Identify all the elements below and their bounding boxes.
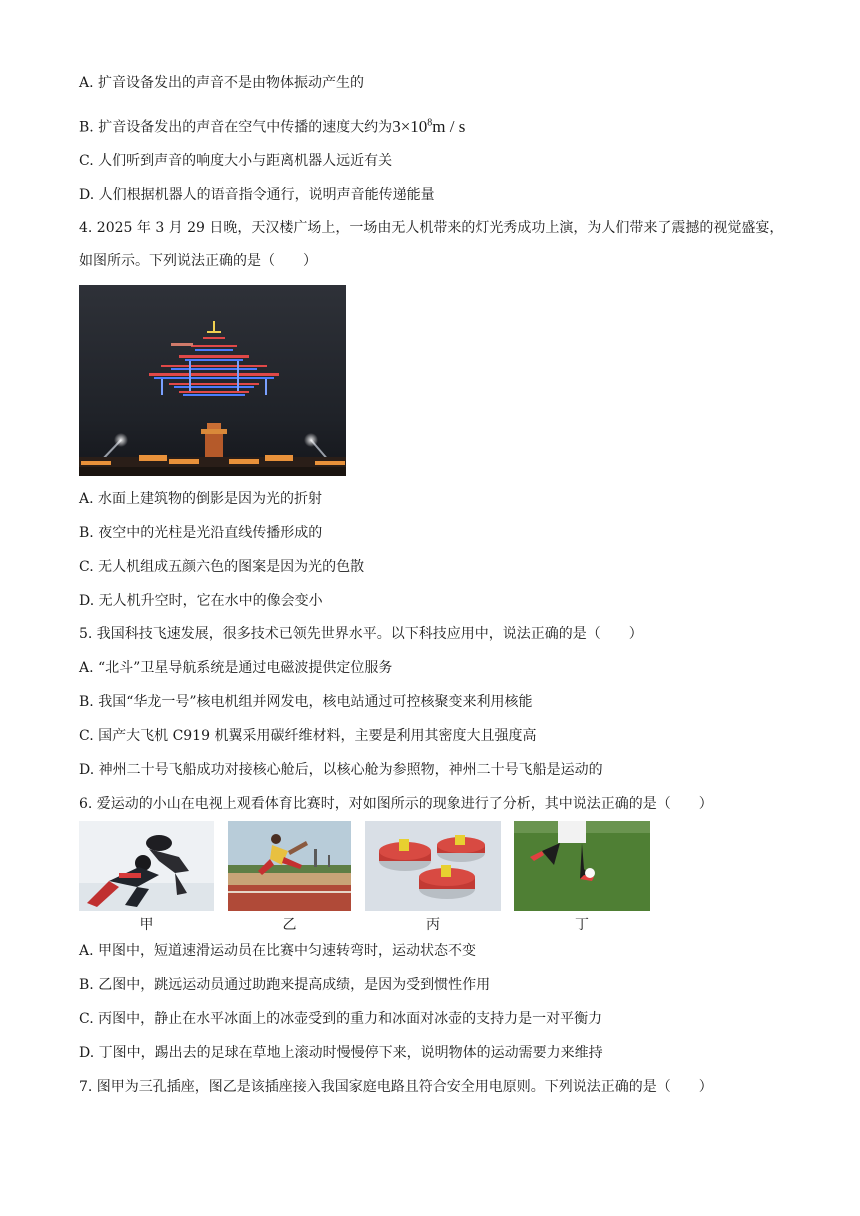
q6-option-c: C. 丙图中，静止在水平冰面上的冰壶受到的重力和冰面对冰壶的支持力是一对平衡力	[79, 1011, 603, 1027]
q5-option-a: A. “北斗”卫星导航系统是通过电磁波提供定位服务	[79, 660, 393, 676]
drone-show-photo	[79, 285, 346, 476]
q7-stem: 7. 图甲为三孔插座，图乙是该插座接入我国家庭电路且符合安全用电原则。下列说法正确的是（ ）	[79, 1079, 713, 1095]
q5-option-b: B. 我国“华龙一号”核电机组并网发电，核电站通过可控核聚变来利用核能	[79, 694, 533, 710]
soccer-photo	[514, 821, 650, 911]
q6-option-a: A. 甲图中，短道速滑运动员在比赛中匀速转弯时，运动状态不变	[79, 943, 477, 959]
q4-option-c: C. 无人机组成五颜六色的图案是因为光的色散	[79, 559, 365, 575]
q6-option-b: B. 乙图中，跳远运动员通过助跑来提高成绩，是因为受到惯性作用	[79, 977, 491, 993]
caption-ding: 丁	[575, 917, 589, 933]
speed-value: $3\times 10^8m / s$	[392, 116, 466, 136]
q6-option-d: D. 丁图中，踢出去的足球在草地上滚动时慢慢停下来，说明物体的运动需要力来维持	[79, 1045, 603, 1061]
long-jump-photo	[228, 821, 351, 911]
q4-option-d: D. 无人机升空时，它在水中的像会变小	[79, 593, 323, 609]
drone-show-sky-text	[171, 343, 193, 346]
caption-yi: 乙	[282, 917, 297, 933]
q5-option-d: D. 神州二十号飞船成功对接核心舱后，以核心舱为参照物，神州二十号飞船是运动的	[79, 762, 603, 778]
drone-show-image	[79, 285, 346, 476]
q3-option-c: C. 人们听到声音的响度大小与距离机器人远近有关	[79, 153, 393, 169]
q3-option-b	[79, 113, 465, 138]
q4-option-b: B. 夜空中的光柱是光沿直线传播形成的	[79, 525, 323, 541]
q3-option-a: A. 扩音设备发出的声音不是由物体振动产生的	[79, 75, 365, 91]
caption-bing: 丙	[426, 917, 440, 933]
q3-option-b-text: B. 扩音设备发出的声音在空气中传播的速度大约为	[79, 119, 393, 136]
q4-stem: 4. 2025 年 3 月 29 日晚，天汉楼广场上，一场由无人机带来的灯光秀成功上演，为人们带来了震撼的视觉盛宴，如图所示。下列说法正确的是（ ）	[79, 220, 784, 269]
speed-skating-photo	[79, 821, 214, 911]
curling-photo	[365, 821, 501, 911]
q5-stem: 5. 我国科技飞速发展，很多技术已领先世界水平。以下科技应用中，说法正确的是（ ）	[79, 626, 643, 642]
caption-jia: 甲	[139, 917, 154, 933]
q6-stem: 6. 爱运动的小山在电视上观看体育比赛时，对如图所示的现象进行了分析，其中说法正确的是（ ）	[79, 796, 713, 812]
q5-option-c: C. 国产大飞机 C919 机翼采用碳纤维材料，主要是利用其密度大且强度高	[79, 728, 537, 744]
q3-option-d: D. 人们根据机器人的语音指令通行，说明声音能传递能量	[79, 187, 435, 203]
q4-option-a: A. 水面上建筑物的倒影是因为光的折射	[79, 491, 323, 507]
